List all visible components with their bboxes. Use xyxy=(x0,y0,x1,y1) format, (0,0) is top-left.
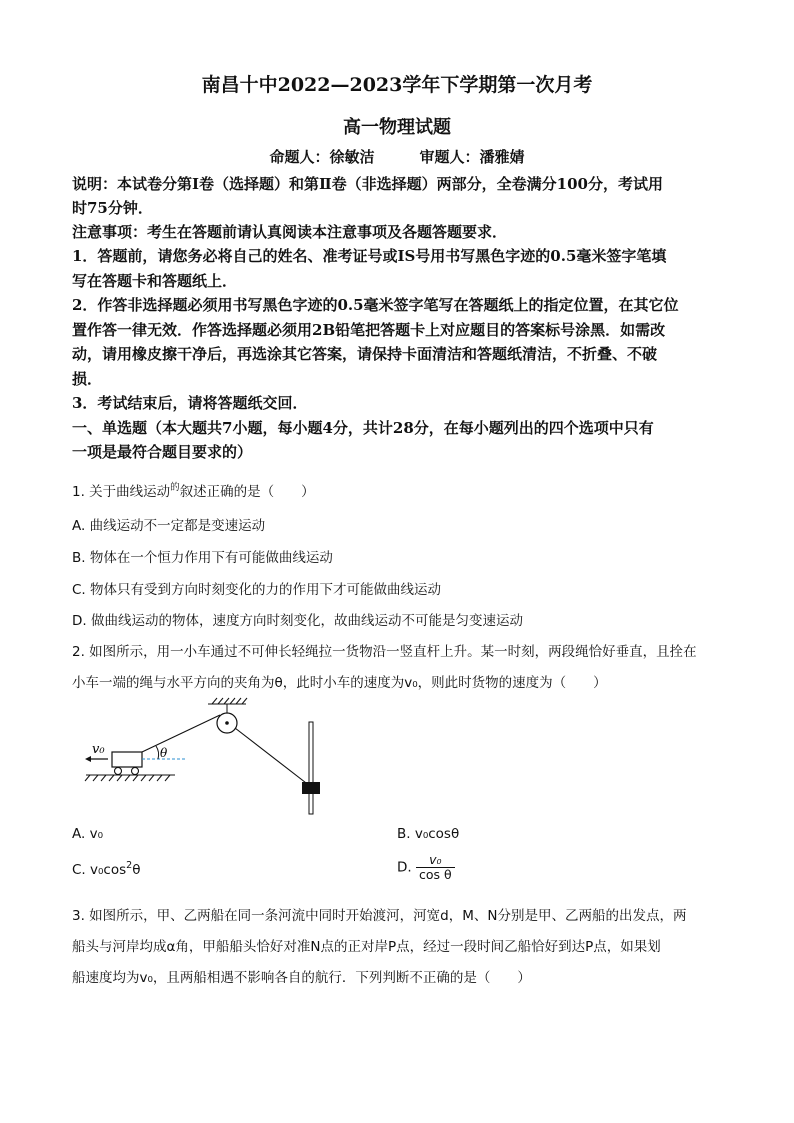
item2-line-2: 置作答一律无效．作答选择题必须用2B铅笔把答题卡上对应题目的答案标号涂黑．如需改 xyxy=(72,321,666,339)
q2-option-c-sup: 2 xyxy=(126,860,133,871)
q1-option-d: D. 做曲线运动的物体，速度方向时刻变化，故曲线运动不可能是匀变速运动 xyxy=(72,613,523,629)
q2-option-c-prefix: C. v₀cos xyxy=(72,862,127,878)
q2-option-c xyxy=(72,862,140,878)
q2-option-d xyxy=(397,853,455,882)
angle-arc xyxy=(156,746,159,759)
cart-wheel-left xyxy=(115,768,122,775)
q1-option-a: A. 曲线运动不一定都是变速运动 xyxy=(72,518,266,534)
ground xyxy=(85,775,175,781)
q2-option-a: A. v₀ xyxy=(72,826,103,842)
note-line-2: 时75分钟． xyxy=(72,199,153,217)
label-theta: θ xyxy=(160,746,168,760)
rope-cargo-segment xyxy=(235,728,310,786)
item1-line-2: 写在答题卡和答题纸上． xyxy=(72,272,238,290)
q1-stem-b: 叙述正确的是（ ） xyxy=(179,484,315,500)
q2-stem-line-1: 2. 如图所示，用一小车通过不可伸长轻绳拉一货物沿一竖直杆上升。某一时刻，两段绳恰好垂直，且拴在 xyxy=(72,644,697,660)
q1-stem-a: 1. 关于曲线运动 xyxy=(72,484,171,500)
cargo-block xyxy=(302,782,320,794)
item2-line-3: 动，请用橡皮擦干净后，再选涂其它答案，请保持卡面清洁和答题纸清洁，不折叠、不破 xyxy=(72,345,658,363)
rope-cart-segment xyxy=(142,715,220,752)
ceiling-support xyxy=(208,698,247,714)
q3-stem-line-2: 船头与河岸均成α角，甲船船头恰好对准N点的正对岸P点，经过一段时间乙船恰好到达P点，如果划 xyxy=(72,939,661,955)
note-line-1: 说明：本试卷分第Ⅰ卷（选择题）和第Ⅱ卷（非选择题）两部分，全卷满分100分，考试用 xyxy=(72,175,663,193)
cart-wheel-right xyxy=(132,768,139,775)
exam-subtitle: 高一物理试题 xyxy=(343,117,451,138)
exam-title: 南昌十中2022—2023学年下学期第一次月考 xyxy=(201,74,593,96)
cart-body xyxy=(112,752,142,767)
attention-line: 注意事项：考生在答题前请认真阅读本注意事项及各题答题要求． xyxy=(72,223,508,241)
q3-stem-line-1: 3. 如图所示，甲、乙两船在同一条河流中同时开始渡河，河宽d，M、N分别是甲、乙两船的出发点，两 xyxy=(72,908,687,924)
q1-option-b: B. 物体在一个恒力作用下有可能做曲线运动 xyxy=(72,550,333,566)
exam-authors: 命题人：徐敏洁 审题人：潘雅婧 xyxy=(269,148,525,166)
q2-option-d-prefix: D. xyxy=(397,859,412,876)
q1-stem-sup: 的 xyxy=(170,482,180,493)
q2-option-d-denominator: cos θ xyxy=(418,867,452,882)
q2-option-d-fraction xyxy=(416,853,455,882)
section1-heading-line-2: 一项是最符合题目要求的） xyxy=(72,443,253,461)
q2-figure xyxy=(80,690,340,815)
item1-line-1: 1．答题前，请您务必将自己的姓名、准考证号或IS号用书写黑色字迹的0.5毫米签字笔填 xyxy=(72,247,667,265)
vertical-pole xyxy=(309,722,313,814)
item3-line: 3．考试结束后，请将答题纸交回． xyxy=(72,394,308,412)
q1-stem xyxy=(72,480,315,500)
item2-line-1: 2．作答非选择题必须用书写黑色字迹的0.5毫米签字笔写在答题纸上的指定位置，在其它位 xyxy=(72,296,679,314)
q3-stem-line-3: 船速度均为v₀，且两船相遇不影响各自的航行．下列判断不正确的是（ ） xyxy=(72,970,531,986)
q2-option-c-suffix: θ xyxy=(132,862,141,878)
q2-option-b: B. v₀cosθ xyxy=(397,826,460,842)
section1-heading-line-1: 一、单选题（本大题共7小题，每小题4分，共计28分，在每小题列出的四个选项中只有 xyxy=(72,419,654,437)
q2-stem-line-2: 小车一端的绳与水平方向的夹角为θ，此时小车的速度为v₀，则此时货物的速度为（ ） xyxy=(72,675,607,691)
q1-option-c: C. 物体只有受到方向时刻变化的力的作用下才可能做曲线运动 xyxy=(72,582,442,598)
label-v0: v₀ xyxy=(92,742,105,757)
item2-line-4: 损． xyxy=(72,370,103,388)
q2-option-d-numerator: v₀ xyxy=(416,853,455,868)
